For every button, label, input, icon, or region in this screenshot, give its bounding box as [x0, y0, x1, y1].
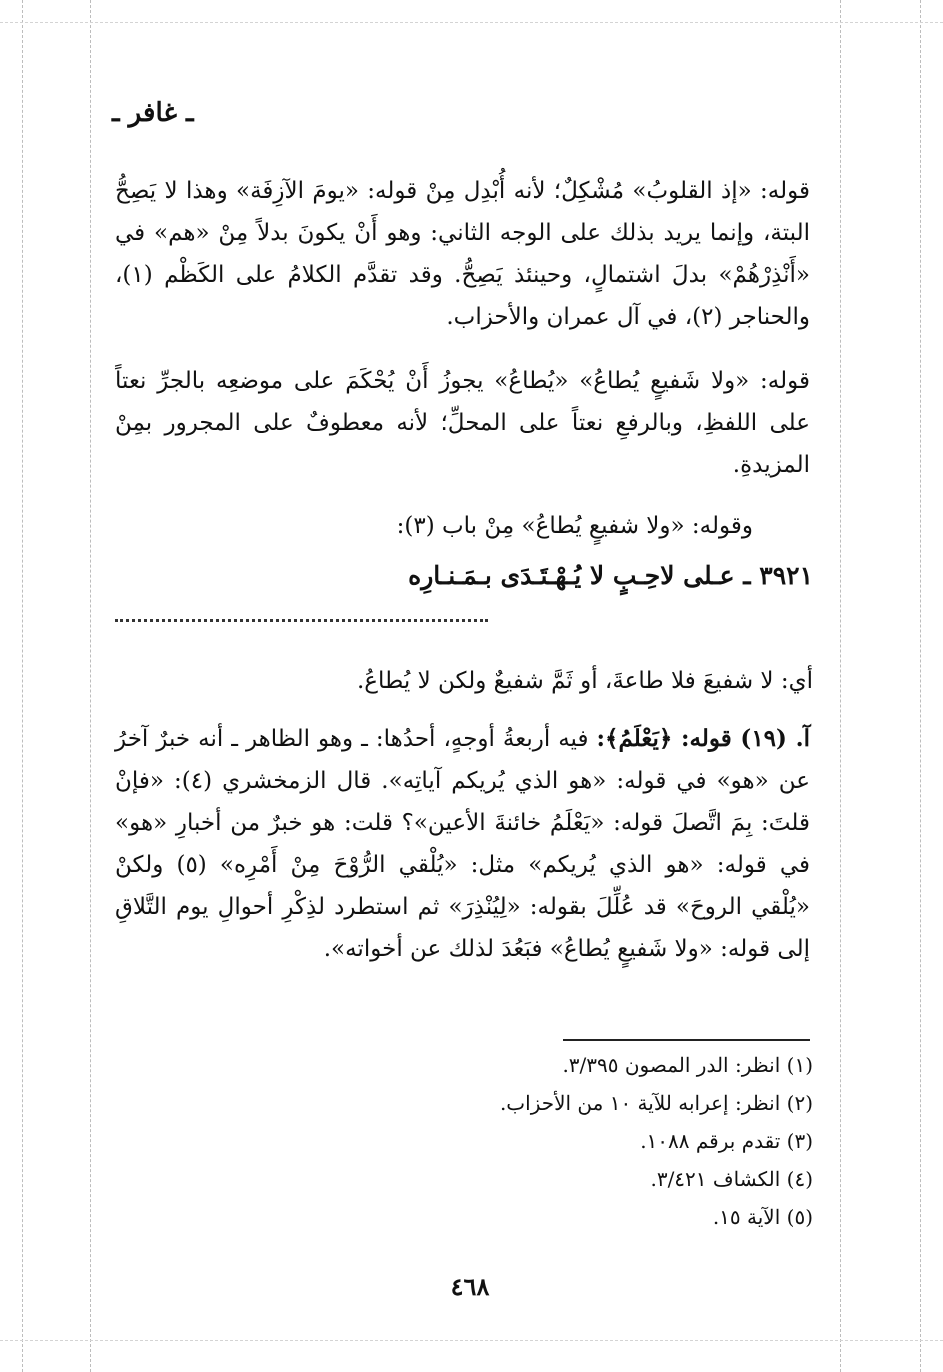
footnote: (٤) الكشاف ٣/٤٢١. [650, 1167, 813, 1191]
ayah-heading: آ. (١٩) قوله: ﴿يَعْلَمُ﴾: [596, 725, 810, 752]
page-number: ٤٦٨ [450, 1272, 490, 1301]
footnote: (٣) تقدم برقم ١٠٨٨. [640, 1129, 813, 1153]
paragraph-1: قوله: «إذ القلوبُ» مُشْكِلٌ؛ لأنه أُبْدِل مِنْ قوله: «يومَ الآزِفَة» وهذا لا يَصِحُّ البتة، وإنما يريد بذلك على الوجه الثاني: وهو أَنْ يكونَ بدلاً مِنْ «هم» في «أَنْذِرْهُمْ» بدلَ اشتمالٍ، وحينئذ يَصِحُّ. وقد تقدَّم الكلامُ على الكَظْم (١)، والحناجر (٢)، في آل عمران والأحزاب. [115, 178, 810, 330]
ayah-commentary: فيه أربعةُ أوجهٍ، أحدُها: ـ وهو الظاهر ـ أنه خبرٌ آخرُ عن «هو» في قوله: «هو الذي يُريكم آياتِه». قال الزمخشري (٤): «فإنْ قلتَ: بِمَ اتَّصلَ قوله: «يَعْلَمُ خائنةَ الأعين»؟ قلت: هو خبرٌ من أخبارِ «هو» في قوله: «هو الذي يُريكم» مثل: «يُلْقي الرُّوْحَ مِنْ أَمْرِه» (٥) ولكنْ «يُلْقي الروحَ» قد عُلِّلَ بقوله: «لِيُنْذِرَ» ثم استطرد لذِكْرِ أحوالِ يوم التَّلاقِ إلى قوله: «ولا شَفيعٍ يُطاعُ» فبَعُدَ لذلك عن أخواته». [115, 726, 811, 962]
poetry-verse: ٣٩٢١ ـ عـلى لاحِـبٍ لا يُـهْـتَـدَى بـمَـنـارِه [408, 561, 813, 590]
verse-dotted-line [115, 619, 488, 622]
footnote-separator [563, 1039, 810, 1041]
footnote: (٥) الآية ١٥. [712, 1205, 813, 1229]
paragraph-3 [115, 718, 810, 970]
running-header: ـ غافر ـ [112, 98, 194, 128]
paragraph-2: قوله: «ولا شَفيعٍ يُطاعُ» «يُطاعُ» يجوزُ أَنْ يُحْكَمَ على موضعِه بالجرِّ نعتاً على اللفظِ، وبالرفعِ نعتاً على المحلِّ؛ لأنه معطوفٌ على المجرور بمِنْ المزيدةِ. [115, 368, 810, 478]
footnote: (١) انظر: الدر المصون ٣/٣٩٥. [562, 1053, 813, 1077]
footnote: (٢) انظر: إعرابه للآية ١٠ من الأحزاب. [499, 1091, 813, 1115]
explanation-line: أي: لا شفيعَ فلا طاعةَ، أو ثَمَّ شفيعٌ ولكن لا يُطاعُ. [356, 668, 813, 694]
verse-intro: وقوله: «ولا شفيعٍ يُطاعُ» مِنْ باب (٣): [396, 513, 753, 539]
